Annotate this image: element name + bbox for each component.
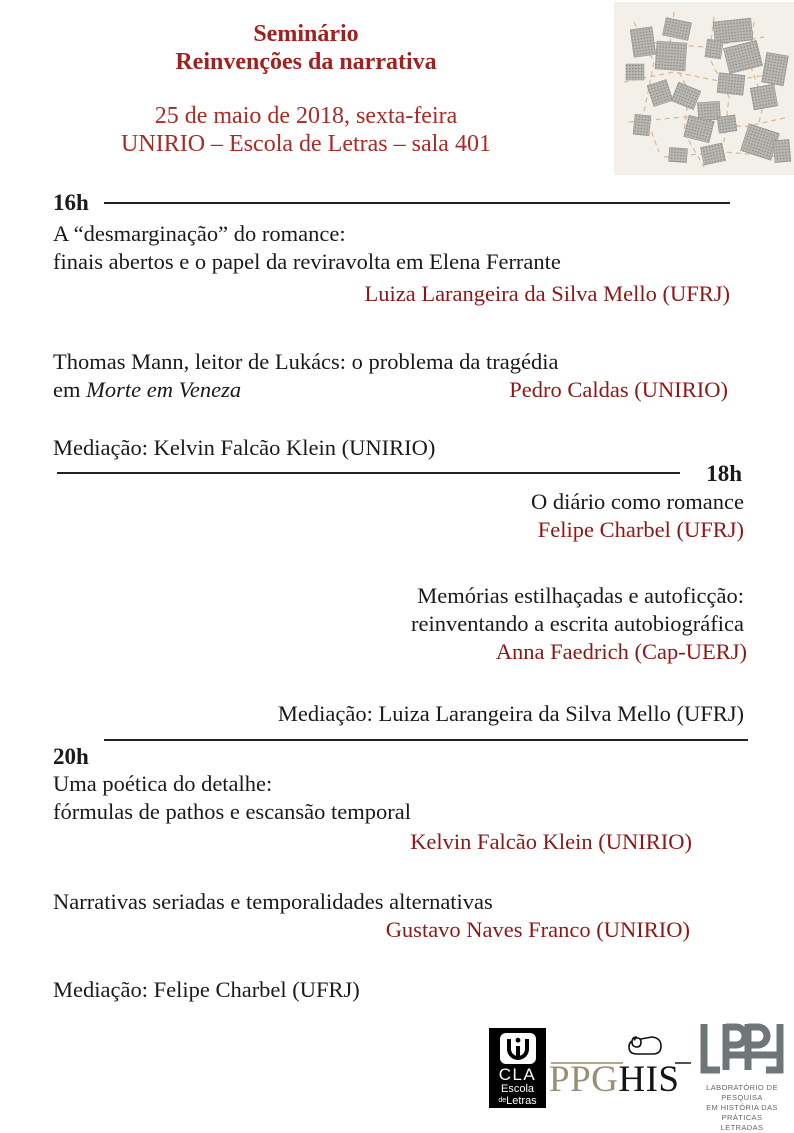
- cla-school-line1: Escola: [500, 1083, 535, 1095]
- cla-school-line2: [498, 1095, 536, 1107]
- section-divider-line-18h: [57, 472, 680, 474]
- talk-title-line: Memórias estilhaçadas e autoficção:: [417, 583, 744, 608]
- map-collage-illustration: [614, 2, 794, 175]
- cla-escola-de-letras-logo: [489, 1028, 546, 1108]
- talk-speaker: Luiza Larangeira da Silva Mello (UFRJ): [364, 281, 730, 306]
- session-time-18h: 18h: [706, 461, 742, 486]
- mediation-line: Mediação: Luiza Larangeira da Silva Mello (UFRJ): [277, 701, 744, 726]
- talk-title-and-speaker-row: [53, 376, 728, 404]
- unirio-trident-icon: [505, 1037, 531, 1061]
- section-divider-line-20h: [104, 739, 748, 741]
- cla-acronym: CLA: [498, 1065, 537, 1084]
- talk-title-line: Narrativas seriadas e temporalidades alternativas: [53, 889, 493, 914]
- talk-title-line: O diário como romance: [530, 489, 744, 514]
- talk-title-prefix: em: [53, 377, 87, 402]
- session-time-20h: 20h: [53, 744, 89, 769]
- talk-title-line: fórmulas de pathos e escansão temporal: [53, 799, 412, 824]
- cla-school-letras: Letras: [506, 1095, 537, 1107]
- lab-caption: [690, 1083, 794, 1133]
- page-subtitle: Reinvenções da narrativa: [175, 49, 437, 75]
- lab-caption-line2: EM HISTÓRIA DAS PRÁTICAS: [706, 1103, 778, 1122]
- talk-speaker: Kelvin Falcão Klein (UNIRIO): [410, 829, 692, 854]
- unirio-symbol-icon: [500, 1033, 536, 1064]
- session-time-16h: 16h: [53, 190, 89, 215]
- mediation-line: Mediação: Felipe Charbel (UFRJ): [53, 977, 360, 1002]
- cla-school-de: de: [498, 1097, 507, 1104]
- ppg-text: PPG: [549, 1059, 619, 1100]
- talk-speaker: Gustavo Naves Franco (UNIRIO): [385, 917, 690, 942]
- event-date: 25 de maio de 2018, sexta-feira: [154, 103, 458, 129]
- lab-caption-line1: LABORATÓRIO DE PESQUISA: [706, 1083, 778, 1102]
- talk-title-line: reinventando a escrita autobiográfica: [411, 611, 744, 636]
- his-text: HIS: [618, 1059, 680, 1100]
- section-divider-line-16h: [104, 202, 730, 204]
- work-title-italic: Morte em Veneza: [86, 377, 242, 402]
- lpphl-monogram-icon: [696, 1022, 788, 1076]
- header-spacer: [0, 76, 612, 102]
- map-collage-svg: [614, 2, 794, 175]
- header-block: [0, 20, 612, 158]
- ppghis-wordmark: [549, 1058, 680, 1102]
- talk-title-fragment: [53, 376, 241, 404]
- lab-caption-line3: LETRADAS: [720, 1123, 764, 1132]
- talk-title-line: finais abertos e o papel da reviravolta em Elena Ferrante: [53, 249, 561, 274]
- talk-speaker: Pedro Caldas (UNIRIO): [509, 377, 728, 402]
- ppghis-logo: [549, 1032, 687, 1104]
- mediation-line: Mediação: Kelvin Falcão Klein (UNIRIO): [53, 435, 436, 460]
- talk-speaker: Anna Faedrich (Cap-UERJ): [495, 639, 747, 664]
- talk-title-line: Thomas Mann, leitor de Lukács: o problema da tragédia: [53, 349, 559, 374]
- lab-lpphl-logo: [690, 1022, 794, 1133]
- talk-title-line: Uma poética do detalhe:: [53, 771, 273, 796]
- event-venue: UNIRIO – Escola de Letras – sala 401: [121, 131, 491, 157]
- talk-title-line: A “desmarginação” do romance:: [53, 221, 346, 246]
- page-title: Seminário: [253, 21, 359, 47]
- talk-speaker: Felipe Charbel (UFRJ): [537, 517, 744, 542]
